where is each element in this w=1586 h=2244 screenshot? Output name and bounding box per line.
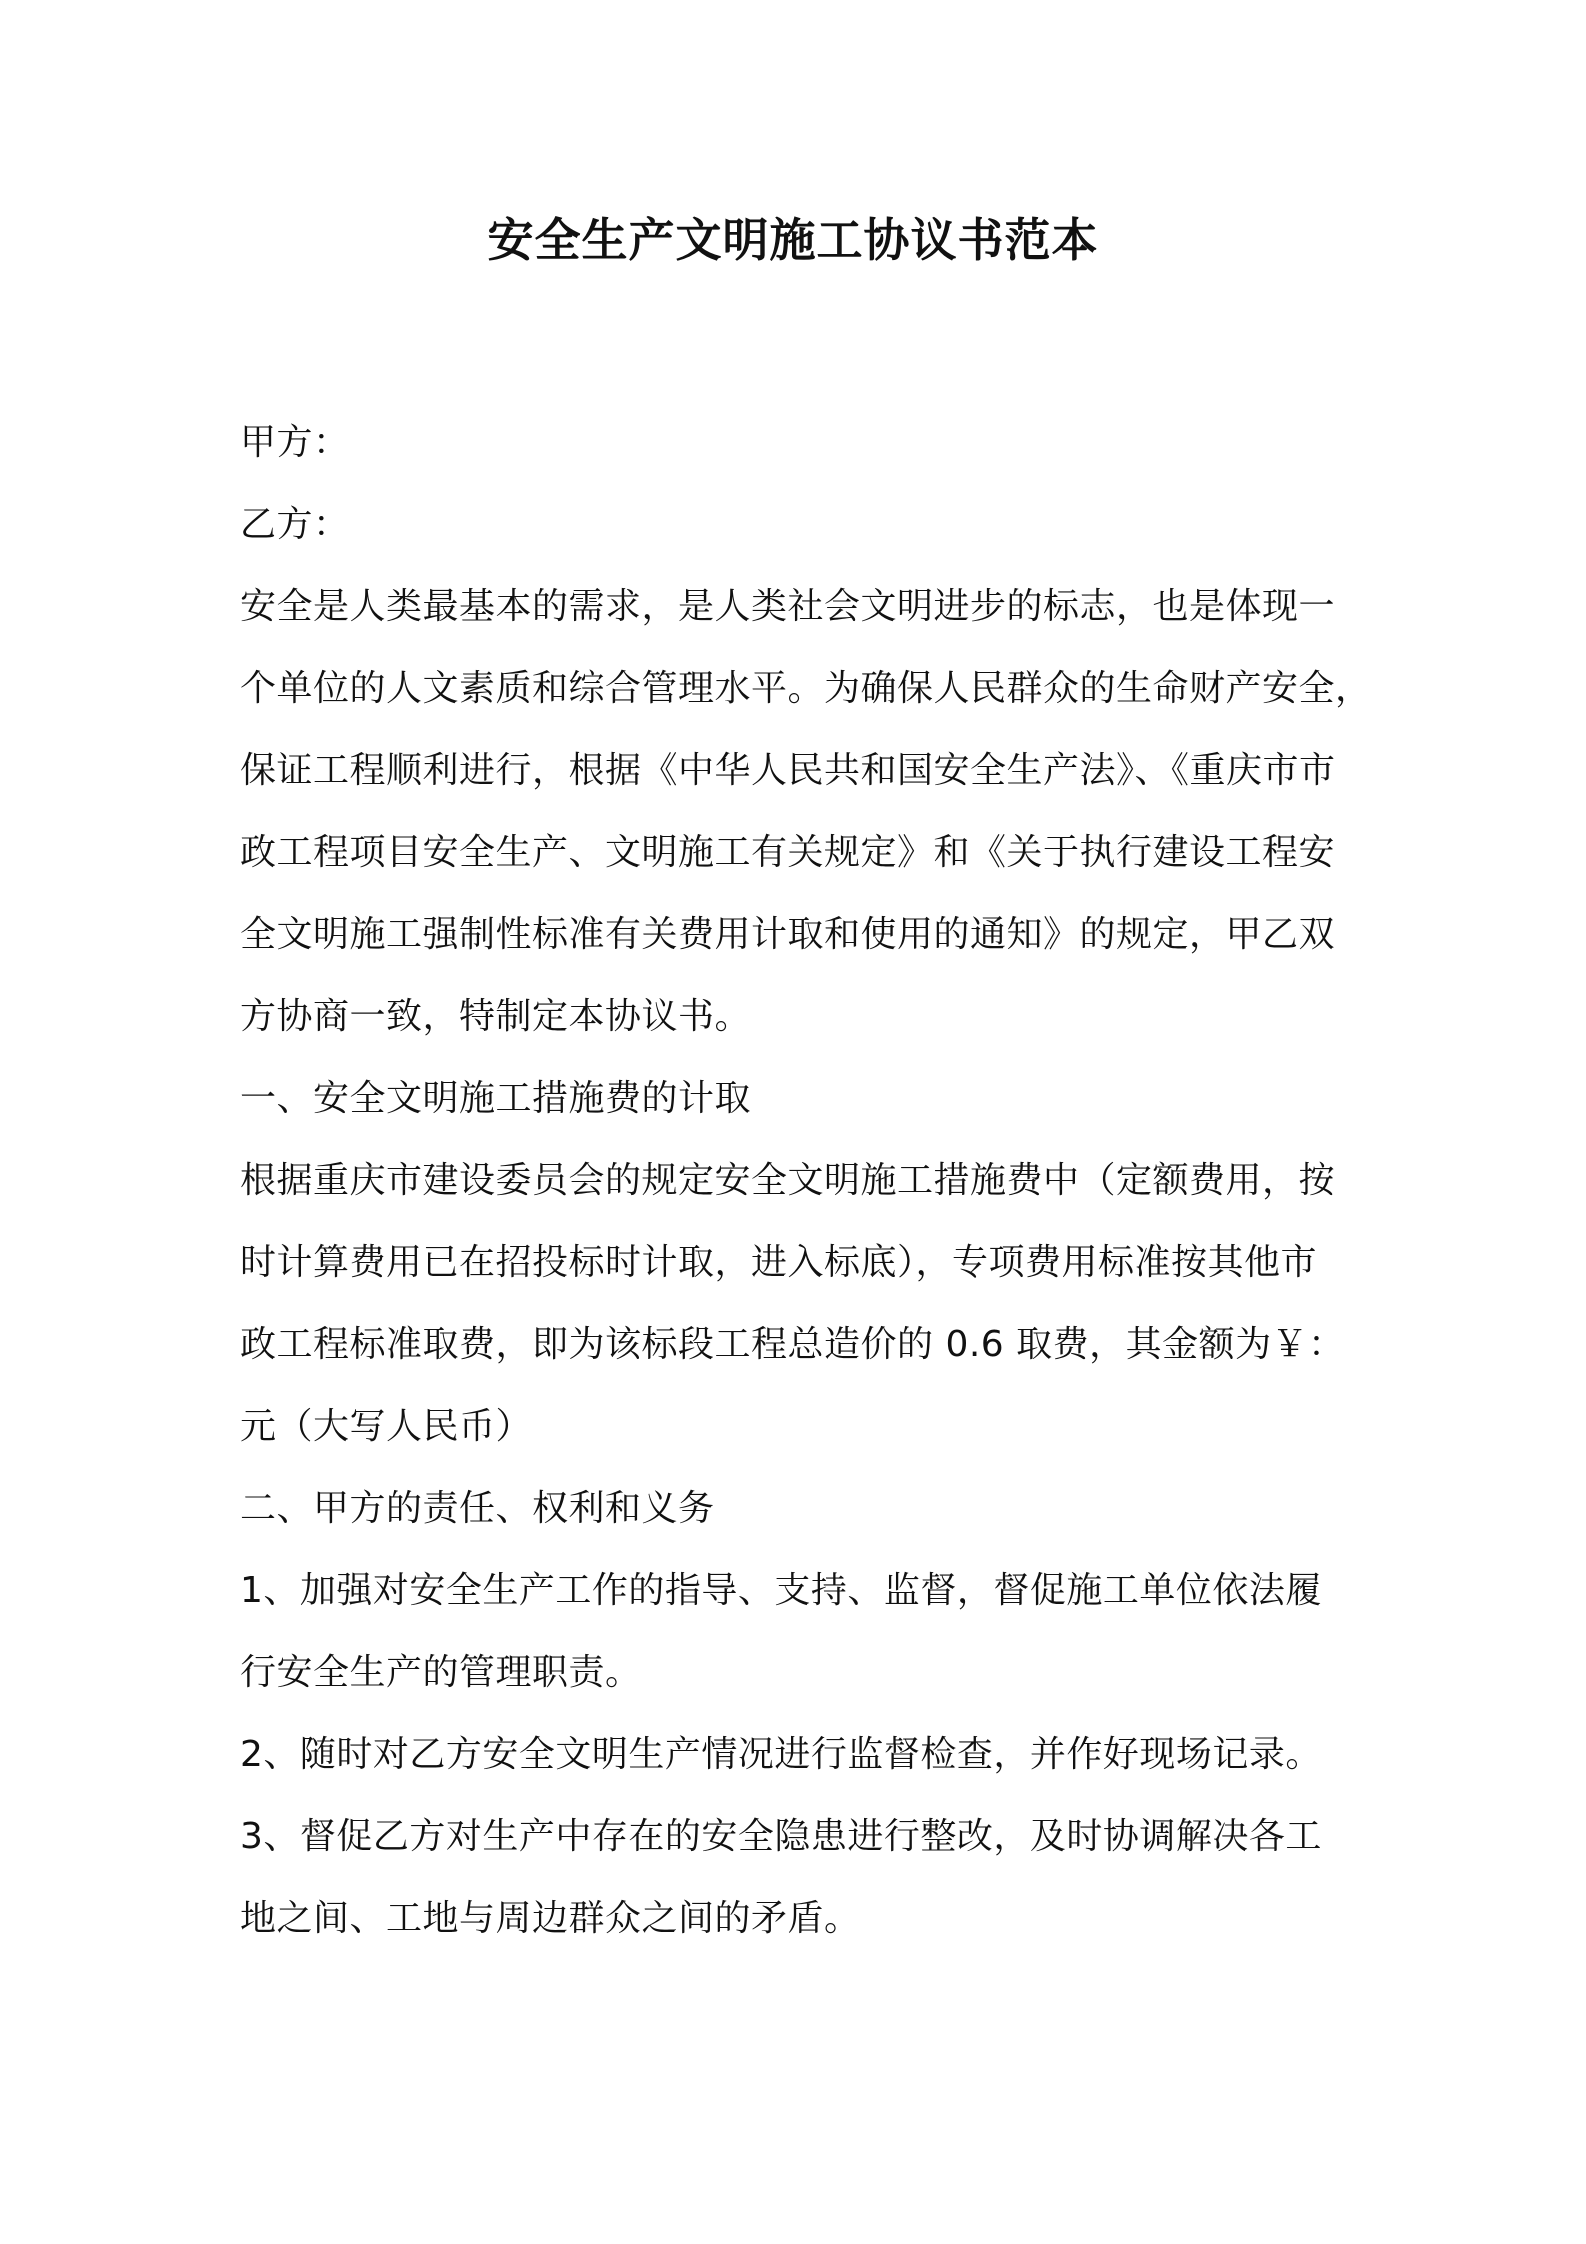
body-line: 安全是人类最基本的需求，是人类社会文明进步的标志，也是体现一 bbox=[240, 586, 1336, 627]
document-body bbox=[240, 402, 1372, 1960]
body-line: 政工程标准取费，即为该标段工程总造价的 0.6 取费，其金额为￥： bbox=[240, 1324, 1345, 1365]
document-title: 安全生产文明施工协议书范本 bbox=[487, 213, 1099, 267]
list-item-line: 1、加强对安全生产工作的指导、支持、监督，督促施工单位依法履 bbox=[240, 1570, 1322, 1611]
body-line: 政工程项目安全生产、文明施工有关规定》和《关于执行建设工程安 bbox=[240, 832, 1336, 873]
body-line: 全文明施工强制性标准有关费用计取和使用的通知》的规定，甲乙双 bbox=[240, 914, 1336, 955]
body-line: 方协商一致，特制定本协议书。 bbox=[240, 996, 752, 1037]
body-line: 时计算费用已在招投标时计取，进入标底），专项费用标准按其他市 bbox=[240, 1242, 1318, 1283]
party-b-line: 乙方： bbox=[240, 504, 350, 545]
list-item-line: 2、随时对乙方安全文明生产情况进行监督检查，并作好现场记录。 bbox=[240, 1734, 1322, 1775]
section-heading: 二、甲方的责任、权利和义务 bbox=[240, 1488, 715, 1529]
body-line: 个单位的人文素质和综合管理水平。为确保人民群众的生命财产安全， bbox=[240, 668, 1372, 709]
party-a-line: 甲方： bbox=[240, 422, 350, 463]
list-item-line: 3、督促乙方对生产中存在的安全隐患进行整改，及时协调解决各工 bbox=[240, 1816, 1322, 1857]
body-line: 元（大写人民币） bbox=[240, 1406, 533, 1447]
body-line: 根据重庆市建设委员会的规定安全文明施工措施费中（定额费用，按 bbox=[240, 1160, 1336, 1201]
list-item-line: 地之间、工地与周边群众之间的矛盾。 bbox=[240, 1898, 861, 1939]
body-line: 保证工程顺利进行，根据《中华人民共和国安全生产法》、《重庆市市 bbox=[240, 750, 1336, 791]
list-item-line: 行安全生产的管理职责。 bbox=[240, 1652, 642, 1693]
section-heading: 一、安全文明施工措施费的计取 bbox=[240, 1078, 752, 1119]
